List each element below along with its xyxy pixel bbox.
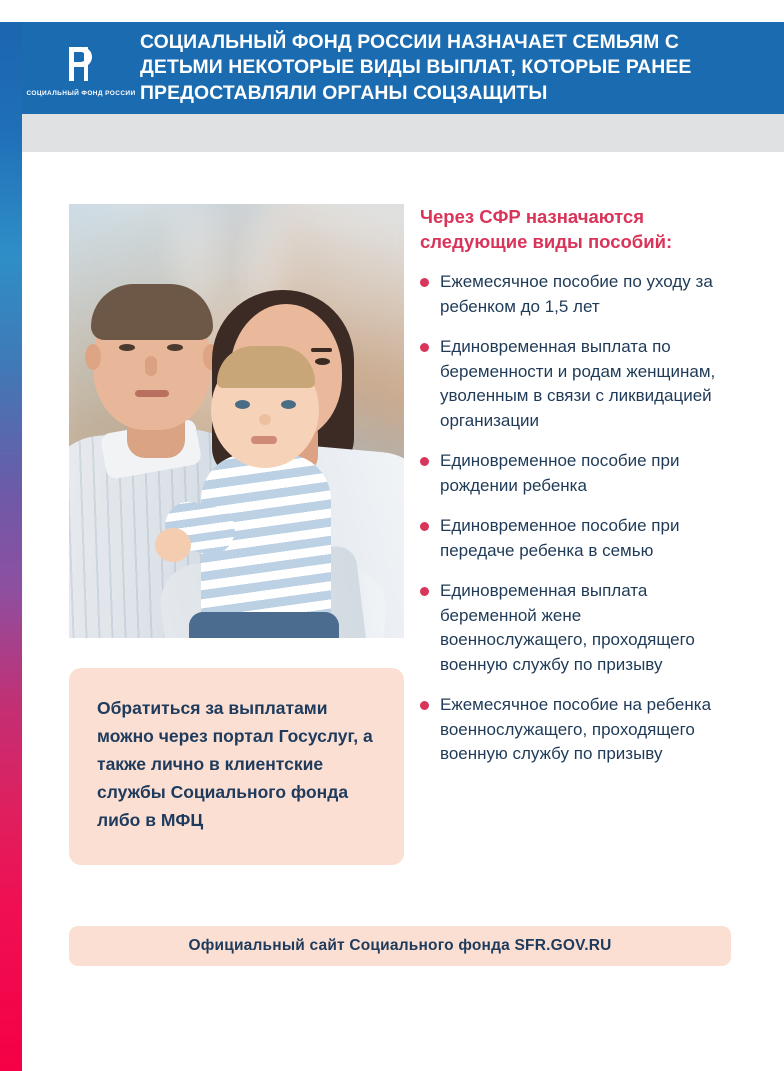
baby-mouth — [251, 436, 277, 444]
man-nose — [145, 356, 157, 376]
footer-text: Официальный сайт Социального фонда SFR.GOV.RU — [188, 937, 612, 954]
info-box — [69, 668, 404, 865]
man-mouth — [135, 390, 169, 397]
list-item — [420, 579, 730, 677]
logo-block — [22, 22, 140, 114]
bullet-icon — [420, 457, 429, 466]
list-item — [420, 514, 730, 563]
page-title: СОЦИАЛЬНЫЙ ФОНД РОССИИ НАЗНАЧАЕТ СЕМЬЯМ С ДЕТЬМИ НЕКОТОРЫЕ ВИДЫ ВЫПЛАТ, КОТОРЫЕ РАНЕЕ ПРЕДОСТАВЛЯЛИ ОРГАНЫ СОЦЗАЩИТЫ — [140, 30, 692, 104]
woman-brow-right — [311, 348, 332, 352]
benefits-title: Через СФР назначаются следующие виды пособий: — [420, 206, 673, 252]
logo-text: СОЦИАЛЬНЫЙ ФОНД РОССИИ — [26, 89, 136, 97]
list-item-label: Ежемесячное пособие по уходу за ребенком до 1,5 лет — [440, 272, 713, 316]
list-item-label: Единовременная выплата беременной жене военнослужащего, проходящего военную службу по призыву — [440, 581, 695, 674]
man-hair — [91, 284, 213, 340]
bullet-icon — [420, 522, 429, 531]
bullet-icon — [420, 587, 429, 596]
baby-nose — [259, 414, 271, 425]
baby-hair — [217, 346, 315, 388]
list-item — [420, 335, 730, 433]
baby-jeans — [189, 612, 339, 638]
man-eye-right — [167, 344, 183, 351]
benefits-section — [420, 204, 730, 783]
sfr-logo-icon — [60, 43, 102, 85]
list-item-label: Единовременное пособие при передаче ребенка в семью — [440, 516, 680, 560]
woman-eye-right — [315, 358, 330, 365]
list-item-label: Единовременное пособие при рождении ребенка — [440, 451, 680, 495]
bullet-icon — [420, 701, 429, 710]
footer-bar — [69, 926, 731, 966]
list-item-label: Ежемесячное пособие на ребенка военнослужащего, проходящего военную службу по призыву — [440, 695, 712, 763]
baby-eye-right — [281, 400, 296, 409]
header-divider-band — [22, 114, 784, 152]
rail-top-corner — [0, 0, 22, 22]
man-ear-left — [85, 344, 101, 370]
man-eye-left — [119, 344, 135, 351]
list-item-label: Единовременная выплата по беременности и родам женщинам, уволенным в связи с ликвидацией организации — [440, 337, 716, 430]
list-item — [420, 270, 730, 319]
info-box-text: Обратиться за выплатами можно через портал Госуслуг, а также лично в клиентские службы Социального фонда либо в МФЦ — [97, 698, 373, 830]
baby-eye-left — [235, 400, 250, 409]
man-brow-left — [116, 334, 138, 338]
benefits-list — [420, 270, 730, 767]
bullet-icon — [420, 278, 429, 287]
man-brow-right — [164, 334, 186, 338]
poster-header — [22, 22, 784, 114]
family-photo — [69, 204, 404, 638]
baby-hand — [155, 528, 191, 562]
bullet-icon — [420, 343, 429, 352]
list-item — [420, 693, 730, 767]
poster-content — [0, 152, 784, 1071]
list-item — [420, 449, 730, 498]
